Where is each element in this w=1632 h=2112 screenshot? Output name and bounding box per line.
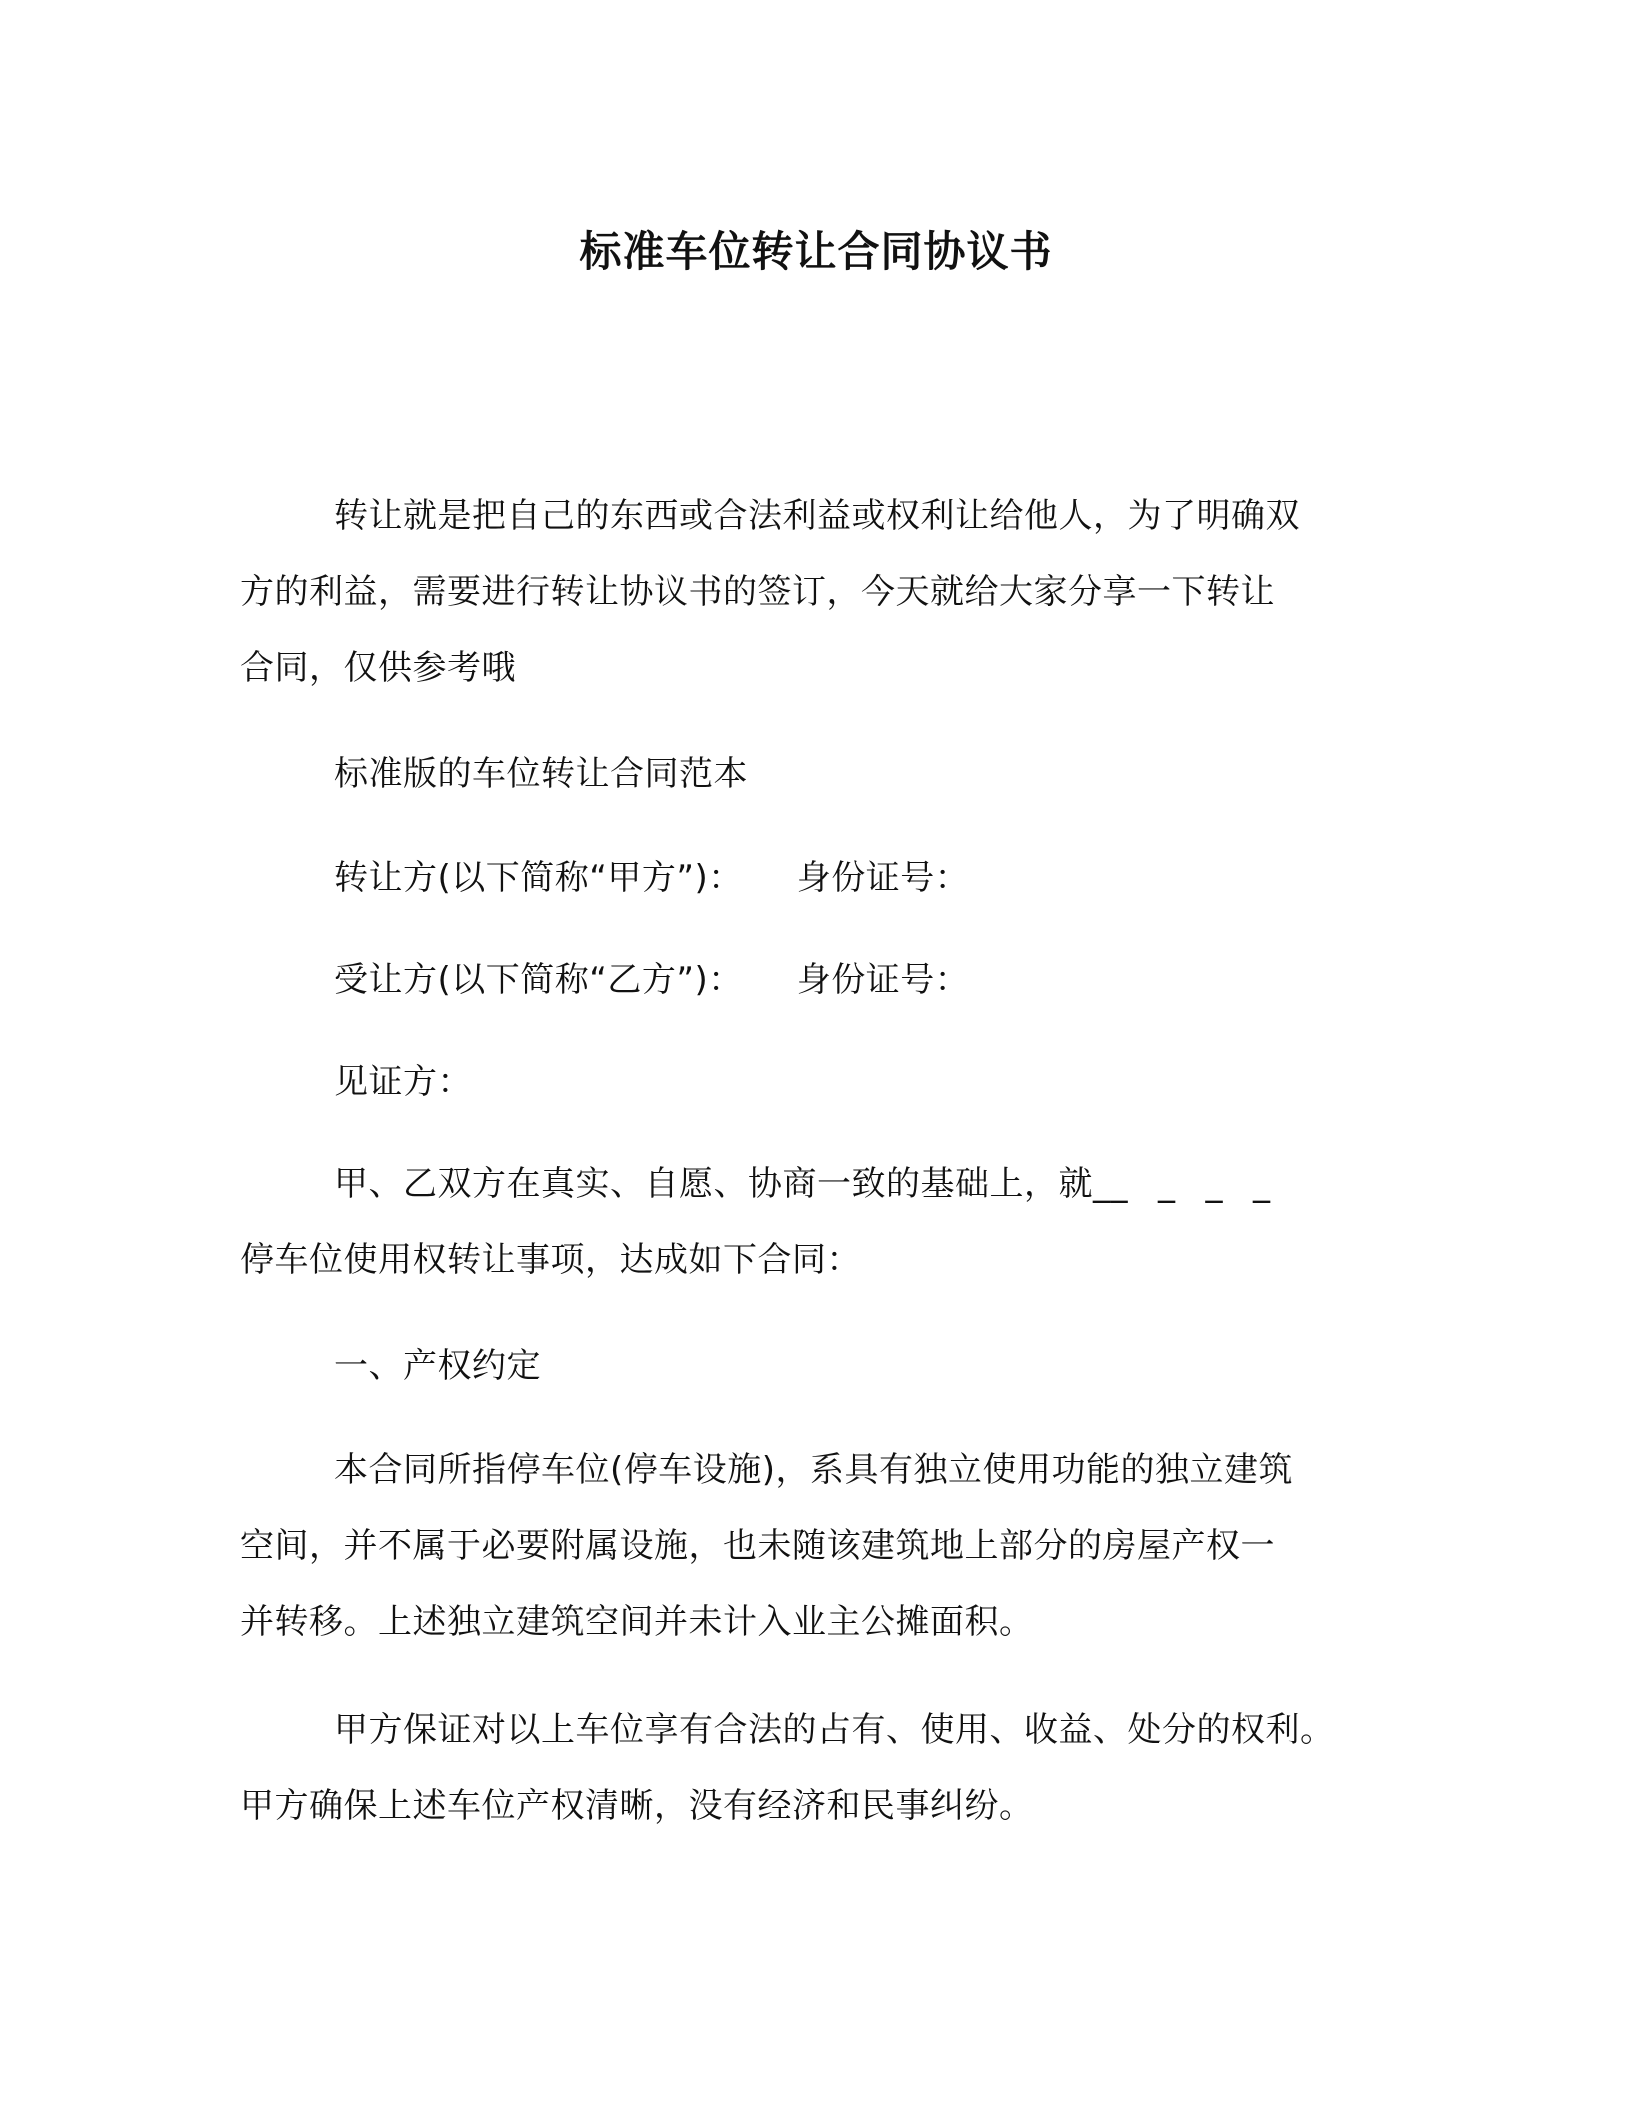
agreement-blank-2: _ (1205, 1164, 1223, 1204)
intro-paragraph (240, 478, 1400, 706)
section-1-paragraph-2 (240, 1692, 1400, 1844)
section-1-para-2-line-1: 甲方保证对以上车位享有合法的占有、使用、收益、处分的权利。 (334, 1710, 1335, 1750)
intro-line-3: 合同，仅供参考哦 (240, 648, 516, 688)
intro-line-2: 方的利益，需要进行转让协议书的签订，今天就给大家分享一下转让 (240, 572, 1275, 612)
section-1-para-1-line-2: 空间，并不属于必要附属设施，也未随该建筑地上部分的房屋产权一 (240, 1526, 1275, 1566)
party-b-label: 受让方(以下简称“乙方”)： (334, 960, 743, 1000)
agreement-line-2: 停车位使用权转让事项，达成如下合同： (240, 1240, 861, 1280)
section-1-para-1-line-1: 本合同所指停车位(停车设施)，系具有独立使用功能的独立建筑 (334, 1450, 1294, 1490)
party-a-id-label: 身份证号： (796, 858, 970, 898)
section-1-para-2-line-2: 甲方确保上述车位产权清晰，没有经济和民事纠纷。 (240, 1786, 1034, 1826)
party-a-line (240, 840, 1400, 916)
agreement-line-1 (240, 1146, 1400, 1222)
document-title: 标准车位转让合同协议书 (579, 227, 1053, 276)
section-1-heading-block (240, 1328, 1400, 1404)
party-b-line (240, 942, 1400, 1018)
sample-heading-block (240, 736, 1400, 812)
intro-line-1: 转让就是把自己的东西或合法利益或权利让给他人，为了明确双 (334, 496, 1300, 536)
agreement-line-1-text: 甲、乙双方在真实、自愿、协商一致的基础上，就__ (334, 1164, 1128, 1204)
party-b-id-label: 身份证号： (796, 960, 970, 1000)
party-a-label: 转让方(以下简称“甲方”)： (334, 858, 743, 898)
agreement-blank-1: _ (1158, 1164, 1176, 1204)
sample-heading: 标准版的车位转让合同范本 (334, 754, 748, 794)
party-b-block (240, 942, 1400, 1018)
section-1-heading: 一、产权约定 (334, 1346, 541, 1386)
witness-block (240, 1044, 1400, 1120)
section-1-paragraph-1 (240, 1432, 1400, 1660)
witness-label: 见证方： (334, 1062, 472, 1102)
agreement-paragraph (240, 1146, 1400, 1298)
agreement-blank-3: _ (1253, 1164, 1271, 1204)
section-1-para-1-line-3: 并转移。上述独立建筑空间并未计入业主公摊面积。 (240, 1602, 1034, 1642)
party-a-block (240, 840, 1400, 916)
